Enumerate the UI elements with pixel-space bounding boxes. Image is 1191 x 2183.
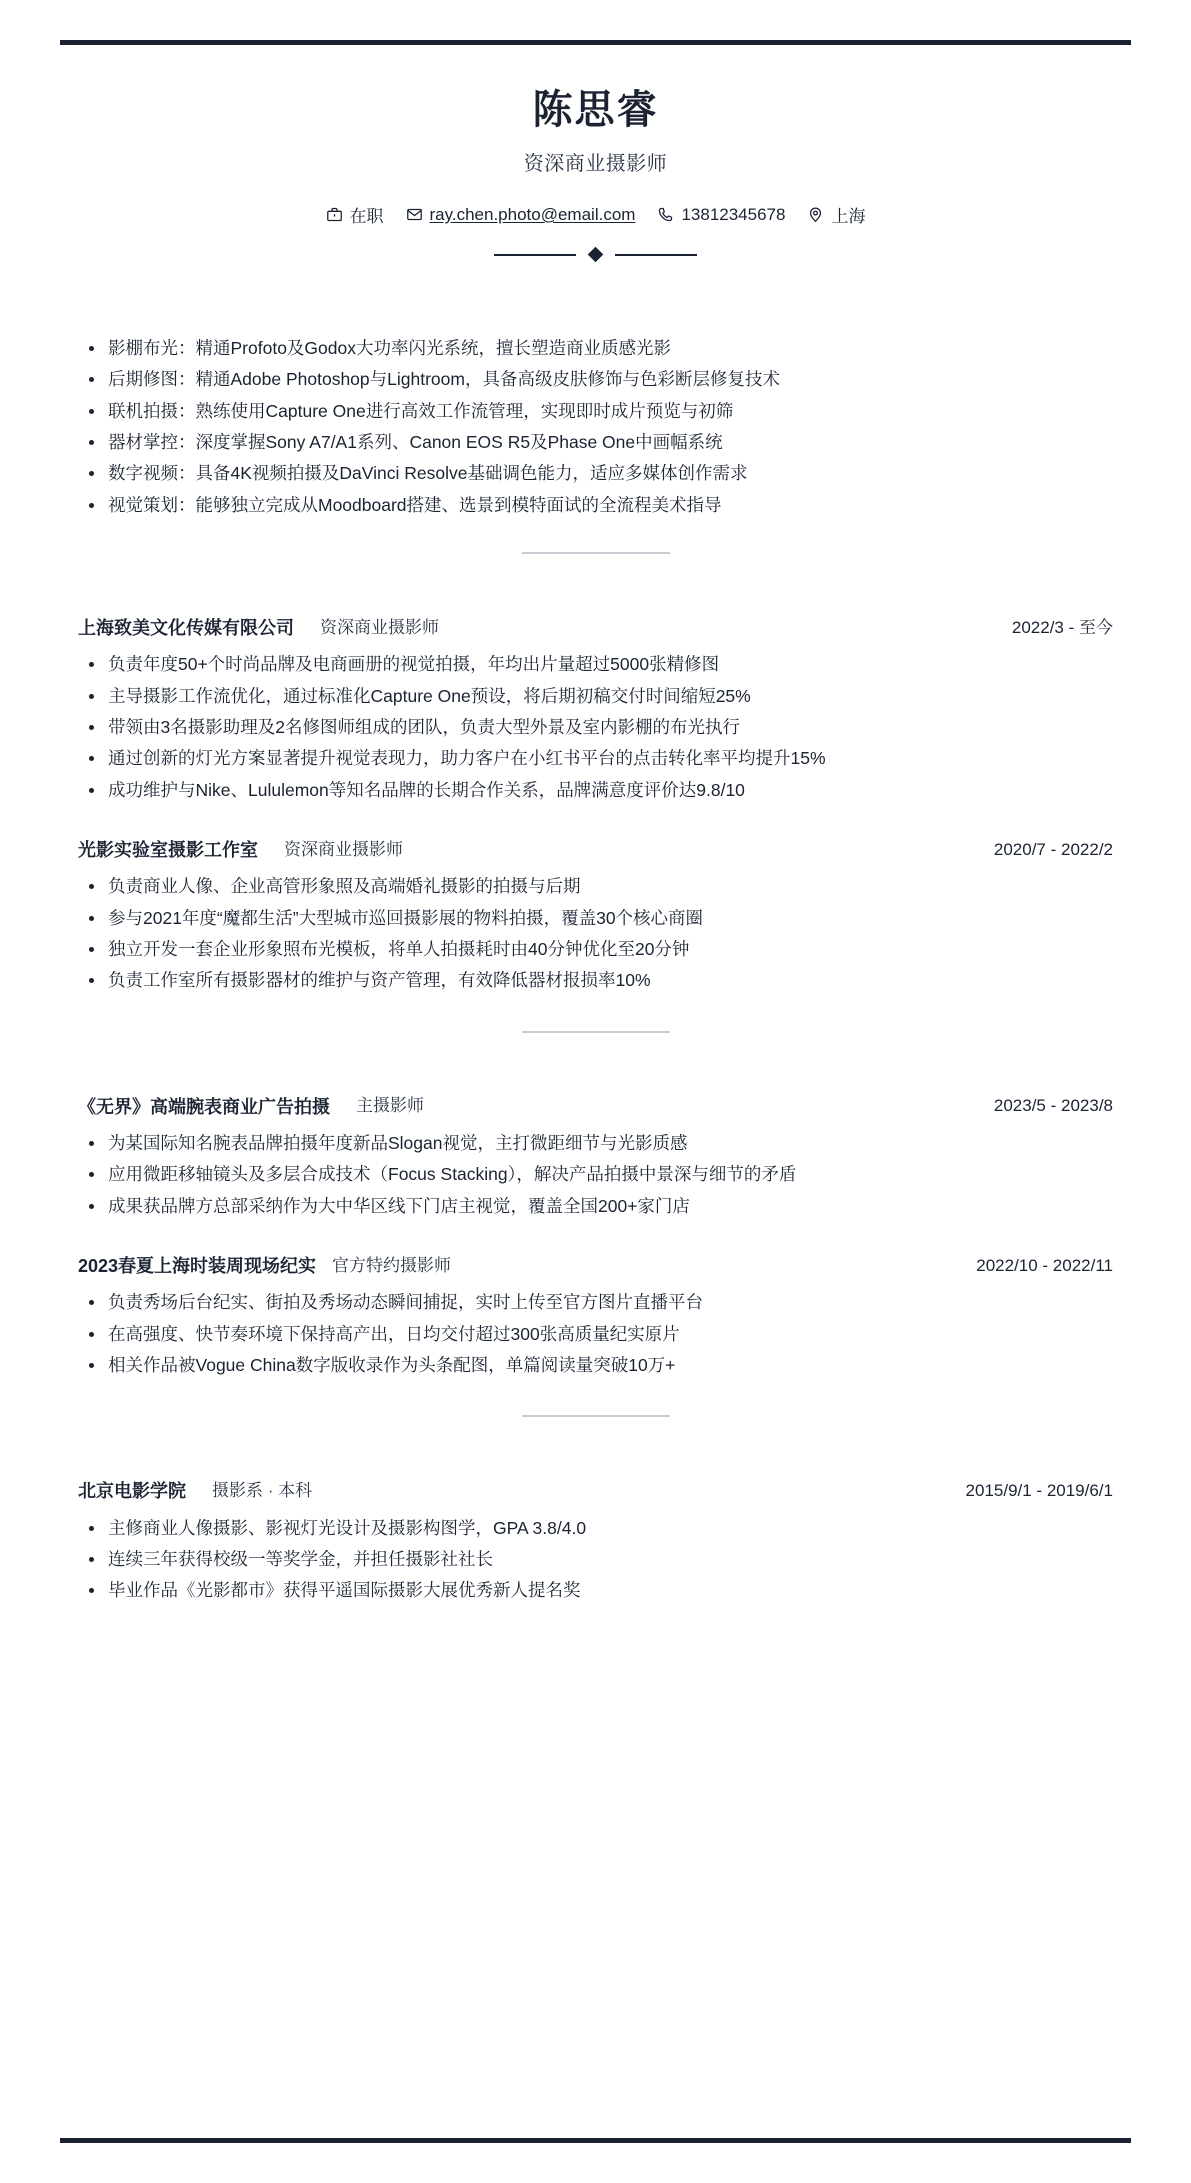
ornament-bar-right [615,254,697,256]
entry-organization: 《无界》高端腕表商业广告拍摄 [78,1096,330,1117]
contact-email-link[interactable]: ray.chen.photo@email.com [429,204,636,224]
skills-list [78,334,1113,519]
entry-role: 资深商业摄影师 [284,839,403,859]
entry-date-range: 2015/9/1 - 2019/6/1 [965,1481,1113,1501]
divider-line [522,1031,670,1033]
list-item: 主导摄影工作流优化，通过标准化Capture One预设，将后期初稿交付时间缩短25% [78,682,1113,710]
entry-role: 资深商业摄影师 [320,617,439,637]
candidate-name: 陈思睿 [532,88,659,132]
list-item: 主修商业人像摄影、影视灯光设计及摄影构图学，GPA 3.8/4.0 [78,1514,1113,1542]
contact-location-label: 上海 [831,207,866,226]
list-item: 数字视频：具备4K视频拍摄及DaVinci Resolve基础调色能力，适应多媒体创作需求 [78,459,1113,487]
envelope-icon [406,206,423,223]
entry-bullets [78,1129,1113,1220]
list-item: 在高强度、快节奏环境下保持高产出，日均交付超过300张高质量纪实原片 [78,1320,1113,1348]
list-item: 负责商业人像、企业高管形象照及高端婚礼摄影的拍摄与后期 [78,872,1113,900]
list-item: 成果获品牌方总部采纳作为大中华区线下门店主视觉，覆盖全国200+家门店 [78,1192,1113,1220]
list-item: 影棚布光：精通Profoto及Godox大功率闪光系统，擅长塑造商业质感光影 [78,334,1113,362]
list-item: 连续三年获得校级一等奖学金，并担任摄影社社长 [78,1545,1113,1573]
section-divider [60,552,1131,554]
entry-role: 官方特约摄影师 [332,1255,452,1275]
entry-organization: 北京电影学院 [78,1481,186,1502]
list-item: 负责秀场后台纪实、街拍及秀场动态瞬间捕捉，实时上传至官方图片直播平台 [78,1288,1113,1316]
list-item: 独立开发一套企业形象照布光模板，将单人拍摄耗时由40分钟优化至20分钟 [78,935,1113,963]
section-divider [60,1031,1131,1033]
list-item: 联机拍摄：熟练使用Capture One进行高效工作流管理，实现即时成片预览与初筛 [78,397,1113,425]
section-divider [60,1415,1131,1417]
list-item: 成功维护与Nike、Lululemon等知名品牌的长期合作关系，品牌满意度评价达9.8/10 [78,776,1113,804]
list-item: 负责年度50+个时尚品牌及电商画册的视觉拍摄，年均出片量超过5000张精修图 [78,650,1113,678]
list-item: 毕业作品《光影都市》获得平遥国际摄影大展优秀新人提名奖 [78,1576,1113,1604]
entry-organization: 上海致美文化传媒有限公司 [78,618,294,639]
entry-organization: 光影实验室摄影工作室 [78,840,258,861]
education-entry [78,1479,1113,1604]
entry-bullets [78,650,1113,804]
divider-line [522,552,670,554]
ornament-bar-left [494,254,576,256]
entry-bullets [78,1288,1113,1379]
entry-role: 摄影系 · 本科 [212,1481,313,1501]
list-item: 视觉策划：能够独立完成从Moodboard搭建、选景到模特面试的全流程美术指导 [78,491,1113,519]
candidate-headline: 资深商业摄影师 [523,153,668,175]
entry-header [78,1254,1113,1278]
entry-date-range: 2022/3 - 至今 [1011,617,1113,637]
entry-header [78,1095,1113,1119]
entry-header [78,1479,1113,1503]
skills-section [60,334,1131,522]
contact-row [60,202,1131,227]
entry-header [78,616,1113,640]
list-item: 通过创新的灯光方案显著提升视觉表现力，助力客户在小红书平台的点击转化率平均提升15% [78,744,1113,772]
entry-organization: 2023春夏上海时装周现场纪实 [78,1256,317,1277]
projects-section [60,1095,1131,1386]
divider-line [522,1415,670,1417]
entry-date-range: 2022/10 - 2022/11 [976,1255,1113,1275]
list-item: 后期修图：精通Adobe Photoshop与Lightroom，具备高级皮肤修饰与色彩断层修复技术 [78,365,1113,393]
list-item: 为某国际知名腕表品牌拍摄年度新品Slogan视觉，主打微距细节与光影质感 [78,1129,1113,1157]
header-ornament-divider [60,249,1131,260]
entry-date-range: 2020/7 - 2022/2 [993,839,1113,859]
resume-header [60,45,1131,260]
entry-bullets [78,1514,1113,1605]
project-entry [78,1095,1113,1220]
list-item: 相关作品被Vogue China数字版收录作为头条配图，单篇阅读量突破10万+ [78,1351,1113,1379]
list-item: 参与2021年度“魔都生活”大型城市巡回摄影展的物料拍摄，覆盖30个核心商圈 [78,904,1113,932]
bottom-rule [60,2138,1131,2143]
contact-employment-status-label: 在职 [349,207,384,226]
contact-employment-status [326,202,384,227]
education-section [60,1479,1131,1610]
list-item: 器材掌控：深度掌握Sony A7/A1系列、Canon EOS R5及Phase One中画幅系统 [78,428,1113,456]
list-item: 负责工作室所有摄影器材的维护与资产管理，有效降低器材报损率10% [78,966,1113,994]
entry-date-range: 2023/5 - 2023/8 [993,1096,1113,1116]
diamond-icon [588,247,604,263]
experience-entry [78,616,1113,804]
contact-email[interactable] [406,205,636,225]
list-item: 应用微距移轴镜头及多层合成技术（Focus Stacking），解决产品拍摄中景深与细节的矛盾 [78,1160,1113,1188]
location-pin-icon [807,206,824,223]
contact-location [807,202,865,227]
list-item: 带领由3名摄影助理及2名修图师组成的团队，负责大型外景及室内影棚的布光执行 [78,713,1113,741]
experience-section [60,616,1131,1001]
contact-phone-label: 13812345678 [681,204,786,224]
project-entry [78,1254,1113,1379]
entry-bullets [78,872,1113,994]
entry-role: 主摄影师 [356,1096,424,1116]
experience-entry [78,838,1113,995]
contact-phone [657,205,785,225]
phone-icon [657,206,674,223]
entry-header [78,838,1113,862]
briefcase-icon [326,206,343,223]
